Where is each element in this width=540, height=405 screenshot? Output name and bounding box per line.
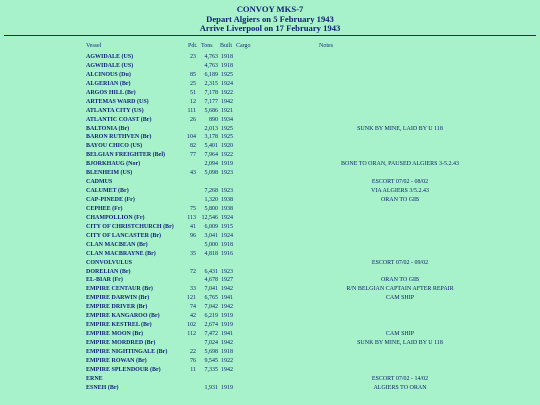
tons-value: 3,041 [204,232,218,239]
tons-value: 6,189 [204,71,218,78]
vessel-name: BAYOU CHICO (US) [86,143,143,150]
pdt-value: 42 [190,313,196,320]
col-tons: Tons [201,43,213,49]
built-value: 1942 [221,366,233,373]
pdt-value: 85 [190,71,196,78]
vessel-name: ARGOS HILL (Br) [86,89,136,96]
tons-value: 7,268 [204,188,218,195]
built-value: 1925 [221,134,233,141]
vessel-name: CLAN MACBEAN (Br) [86,241,148,248]
vessel-name: EL-BIAR (Fr) [86,277,123,284]
notes-value: ALGIERS TO ORAN [373,384,427,391]
built-value: 1922 [221,89,233,96]
table-row [0,89,540,98]
vessel-name: EMPIRE KANGAROO (Br) [86,313,160,320]
notes-value: BONE TO ORAN, PAUSED ALGIERS 3-5.2.43 [341,161,459,168]
vessel-name: AGWIDALE (US) [86,54,134,60]
table-row [0,348,540,357]
vessel-name: EMPIRE DARWIN (Br) [86,295,150,302]
built-value: 1924 [221,80,233,87]
col-built: Built [220,43,233,49]
built-value: 1918 [221,241,233,248]
built-value: 1938 [221,205,233,212]
built-value: 1941 [221,331,233,338]
vessel-name: BELGIAN FREIGHTER (Bel) [86,152,166,159]
tons-value: 2,674 [204,322,218,329]
vessel-name: CONVOLVULUS [86,259,133,266]
tons-value: 1,931 [204,384,218,391]
pdt-value: 113 [187,214,196,221]
built-value: 1942 [221,98,233,105]
vessel-name: EMPIRE ROWAN (Br) [86,357,147,364]
vessel-name: ALCINOUS (Du) [86,71,131,78]
pdt-value: 35 [190,250,196,257]
table-row [0,312,540,321]
built-value: 1942 [221,340,233,346]
vessel-name: ARTEMAS WARD (US) [86,98,149,105]
pdt-value: 41 [190,223,196,230]
vessel-name: BARON RUTHVEN (Br) [86,134,152,141]
tons-value: 4,818 [204,250,218,257]
table-row [0,268,540,277]
vessel-name: ALGERIAN (Br) [86,80,131,87]
notes-value: SUNK BY MINE, LAID BY U 118 [357,340,443,346]
pdt-value: 33 [190,286,196,293]
table-row [0,125,540,134]
table-row [0,205,540,214]
pdt-value: 25 [190,80,196,87]
vessel-name: AGWIDALE (US) [86,62,134,69]
pdt-value: 23 [190,54,196,60]
pdt-value: 51 [190,89,196,96]
table-row [0,366,540,375]
table-row [0,53,540,62]
pdt-value: 121 [187,295,196,302]
vessel-table [0,53,540,393]
pdt-value: 72 [190,268,196,275]
convoy-title: CONVOY MKS-7 [236,4,304,14]
pdt-value: 102 [187,322,196,329]
tons-value: 7,178 [204,89,218,96]
pdt-value: 12 [190,98,196,105]
built-value: 1916 [221,250,233,257]
pdt-value: 111 [187,107,196,114]
built-value: 1921 [221,107,233,114]
built-value: 1934 [221,116,233,123]
built-value: 1942 [221,286,233,293]
tons-value: 5,698 [204,348,218,355]
pdt-value: 104 [187,134,196,141]
built-value: 1925 [221,125,233,132]
table-row [0,384,540,393]
table-row [0,321,540,330]
notes-value: VIA ALGIERS 3/5.2.43 [370,188,429,195]
built-value: 1924 [221,232,233,239]
table-row [0,303,540,312]
notes-value: ORAN TO GIB [380,197,420,203]
column-headers [0,43,540,53]
vessel-name: ESNEH (Br) [86,384,119,391]
tons-value: 4,763 [204,54,218,60]
table-row [0,330,540,339]
built-value: 1927 [221,277,233,284]
table-row [0,285,540,294]
tons-value: 4,678 [204,277,218,284]
vessel-name: CITY OF CHRISTCHURCH (Br) [86,223,174,230]
tons-value: 2,315 [204,80,218,87]
built-value: 1924 [221,214,233,221]
header-divider [4,35,536,36]
col-cargo: Cargo [236,43,251,49]
table-row [0,232,540,241]
pdt-value: 11 [190,366,196,373]
pdt-value: 96 [190,232,196,239]
vessel-name: EMPIRE DRIVER (Br) [86,304,148,311]
tons-value: 6,219 [204,313,218,320]
pdt-value: 26 [190,116,196,123]
table-row [0,151,540,160]
built-value: 1941 [221,295,233,302]
built-value: 1923 [221,188,233,195]
table-row [0,214,540,223]
notes-value: R/N BELGIAN CAPTAIN AFTER REPAIR [346,286,454,293]
built-value: 1919 [221,313,233,320]
table-row [0,98,540,107]
built-value: 1922 [221,357,233,364]
built-value: 1925 [221,71,233,78]
vessel-name: EMPIRE KESTREL (Br) [86,322,152,329]
built-value: 1938 [221,197,233,203]
vessel-name: CHAMPOLLION (Fr) [86,214,145,221]
vessel-name: CAP-PINEDE (Fr) [86,197,135,203]
built-value: 1923 [221,268,233,275]
table-row [0,116,540,125]
table-row [0,375,540,384]
tons-value: 2,094 [204,161,218,168]
built-value: 1942 [221,304,233,311]
table-row [0,294,540,303]
table-row [0,259,540,268]
arrival-line: Arrive Liverpool on 17 February 1943 [199,23,341,33]
tons-value: 12,546 [201,214,218,221]
table-row [0,196,540,205]
departure-line: Depart Algiers on 5 February 1943 [206,14,334,24]
table-row [0,357,540,366]
vessel-name: CALUMET (Br) [86,188,129,195]
table-row [0,178,540,187]
tons-value: 7,024 [204,340,218,346]
tons-value: 890 [209,116,218,123]
tons-value: 3,178 [204,134,218,141]
vessel-name: ATLANTIC COAST (Br) [86,116,152,123]
tons-value: 5,000 [204,241,218,248]
built-value: 1915 [221,223,233,230]
tons-value: 7,335 [204,366,218,373]
vessel-name: BJORKHAUG (Nor) [86,161,141,168]
pdt-value: 77 [190,152,196,159]
vessel-name: CITY OF LANCASTER (Br) [86,232,162,239]
table-row [0,187,540,196]
table-row [0,276,540,285]
pdt-value: 112 [187,331,196,338]
table-row [0,133,540,142]
built-value: 1919 [221,161,233,168]
notes-value: ESCORT 07/02 - 08/02 [371,179,429,186]
built-value: 1918 [221,54,233,60]
vessel-name: ERNE [86,375,103,382]
pdt-value: 82 [190,143,196,150]
table-row [0,80,540,89]
vessel-name: BLENHEIM (US) [86,170,133,177]
table-row [0,107,540,116]
tons-value: 9,545 [204,357,218,364]
tons-value: 6,431 [204,268,218,275]
vessel-name: CLAN MACBRAYNE (Br) [86,250,156,257]
tons-value: 2,013 [204,125,218,132]
tons-value: 6,765 [204,295,218,302]
vessel-name: ATLANTA CITY (US) [86,107,144,114]
table-row [0,339,540,348]
tons-value: 7,472 [204,331,218,338]
table-row [0,62,540,71]
notes-value: SUNK BY MINE, LAID BY U 118 [357,125,443,132]
col-notes: Notes [319,43,333,49]
col-pdt: Pdt. [188,43,198,49]
tons-value: 5,686 [204,107,218,114]
vessel-name: CEPHEE (Fr) [86,205,123,212]
tons-value: 4,763 [204,62,218,69]
tons-value: 1,320 [204,197,218,203]
built-value: 1919 [221,384,233,391]
tons-value: 5,800 [204,205,218,212]
table-row [0,169,540,178]
built-value: 1922 [221,152,233,159]
pdt-value: 22 [190,348,196,355]
built-value: 1923 [221,170,233,177]
pdt-value: 74 [190,304,196,311]
vessel-name: CADMUS [86,179,113,186]
tons-value: 7,177 [204,98,218,105]
tons-value: 5,401 [204,143,218,150]
pdt-value: 76 [190,357,196,364]
tons-value: 7,964 [204,152,218,159]
table-row [0,71,540,80]
vessel-name: BALTONIA (Br) [86,125,130,132]
pdt-value: 75 [190,205,196,212]
table-row [0,223,540,232]
notes-value: CAM SHIP [385,295,415,302]
tons-value: 7,041 [204,286,218,293]
col-vessel: Vessel [86,43,102,49]
tons-value: 6,009 [204,223,218,230]
vessel-name: EMPIRE MOON (Br) [86,331,143,338]
built-value: 1918 [221,348,233,355]
built-value: 1919 [221,322,233,329]
tons-value: 5,098 [204,170,218,177]
tons-value: 7,042 [204,304,218,311]
notes-value: ESCORT 07/02 - 14/02 [371,375,429,382]
vessel-name: EMPIRE MORDRED (Br) [86,340,156,346]
vessel-name: EMPIRE NIGHTINGALE (Br) [86,348,168,355]
table-row [0,142,540,151]
notes-value: CAM SHIP [385,331,415,338]
vessel-name: EMPIRE CENTAUR (Br) [86,286,153,293]
table-row [0,250,540,259]
vessel-name: DORELIAN (Br) [86,268,131,275]
notes-value: ORAN TO GIB [380,277,420,284]
table-row [0,160,540,169]
built-value: 1918 [221,62,233,69]
notes-value: ESCORT 07/02 - 09/02 [371,259,429,266]
pdt-value: 43 [190,170,196,177]
vessel-name: EMPIRE SPLENDOUR (Br) [86,366,161,373]
table-row [0,241,540,250]
built-value: 1920 [221,143,233,150]
